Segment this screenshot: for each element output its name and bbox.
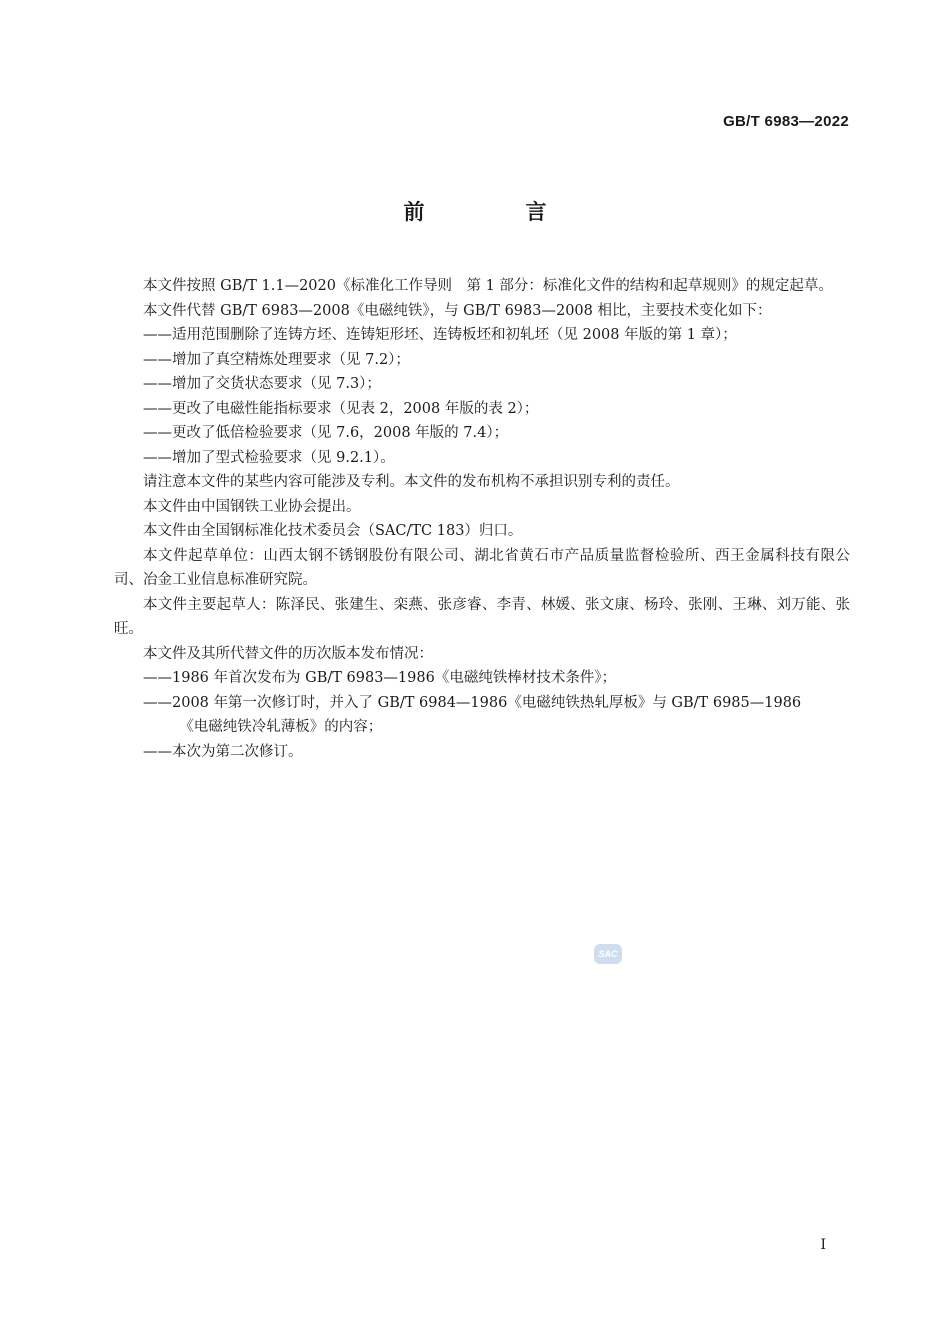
paragraph-replaces: 本文件代替 GB/T 6983—2008《电磁纯铁》，与 GB/T 6983—2008 相比，主要技术变化如下： bbox=[143, 302, 772, 319]
change-item: ——更改了低倍检验要求（见 7.6，2008 年版的 7.4）； bbox=[143, 425, 509, 441]
paragraph-drafting-units: 本文件起草单位：山西太钢不锈钢股份有限公司、湖北省黄石市产品质量监督检验所、西王金属科技有限公司、冶金工业信息标准研究院。 bbox=[114, 547, 850, 588]
change-item: ——增加了交货状态要求（见 7.3）； bbox=[143, 376, 381, 392]
change-item: ——适用范围删除了连铸方坯、连铸矩形坯、连铸板坯和初轧坯（见 2008 年版的第 1 章）； bbox=[143, 327, 737, 343]
change-item: ——增加了型式检验要求（见 9.2.1）。 bbox=[143, 449, 395, 466]
standard-code: GB/T 6983—2022 bbox=[723, 113, 849, 130]
history-item: ——1986 年首次发布为 GB/T 6983—1986《电磁纯铁棒材技术条件》； bbox=[143, 670, 617, 686]
page-number: I bbox=[820, 1237, 826, 1253]
paragraph-administered-by: 本文件由全国钢标准化技术委员会（SAC/TC 183）归口。 bbox=[143, 523, 523, 539]
paragraph-history-intro: 本文件及其所代替文件的历次版本发布情况： bbox=[143, 645, 433, 662]
document-body bbox=[114, 274, 850, 764]
change-item: ——更改了电磁性能指标要求（见表 2，2008 年版的表 2）； bbox=[143, 400, 539, 417]
paragraph-proposed-by: 本文件由中国钢铁工业协会提出。 bbox=[143, 498, 361, 515]
paragraph-drafters: 本文件主要起草人：陈泽民、张建生、栾燕、张彦睿、李青、林媛、张文康、杨玲、张刚、王琳、刘万能、张旺。 bbox=[114, 596, 850, 637]
sac-watermark-logo: SAC bbox=[594, 944, 622, 964]
history-item: ——2008 年第一次修订时，并入了 GB/T 6984—1986《电磁纯铁热轧厚板》与 GB/T 6985—1986 bbox=[143, 694, 802, 711]
paragraph-drafting-rules: 本文件按照 GB/T 1.1—2020《标准化工作导则 第 1 部分：标准化文件的结构和起草规则》的规定起草。 bbox=[143, 278, 833, 294]
change-item: ——增加了真空精炼处理要求（见 7.2）； bbox=[143, 351, 410, 368]
paragraph-patent-notice: 请注意本文件的某些内容可能涉及专利。本文件的发布机构不承担识别专利的责任。 bbox=[143, 474, 680, 490]
history-item: ——本次为第二次修订。 bbox=[143, 743, 303, 760]
history-item-continuation: 《电磁纯铁冷轧薄板》的内容； bbox=[179, 719, 383, 735]
page-title: 前 言 bbox=[403, 200, 587, 224]
